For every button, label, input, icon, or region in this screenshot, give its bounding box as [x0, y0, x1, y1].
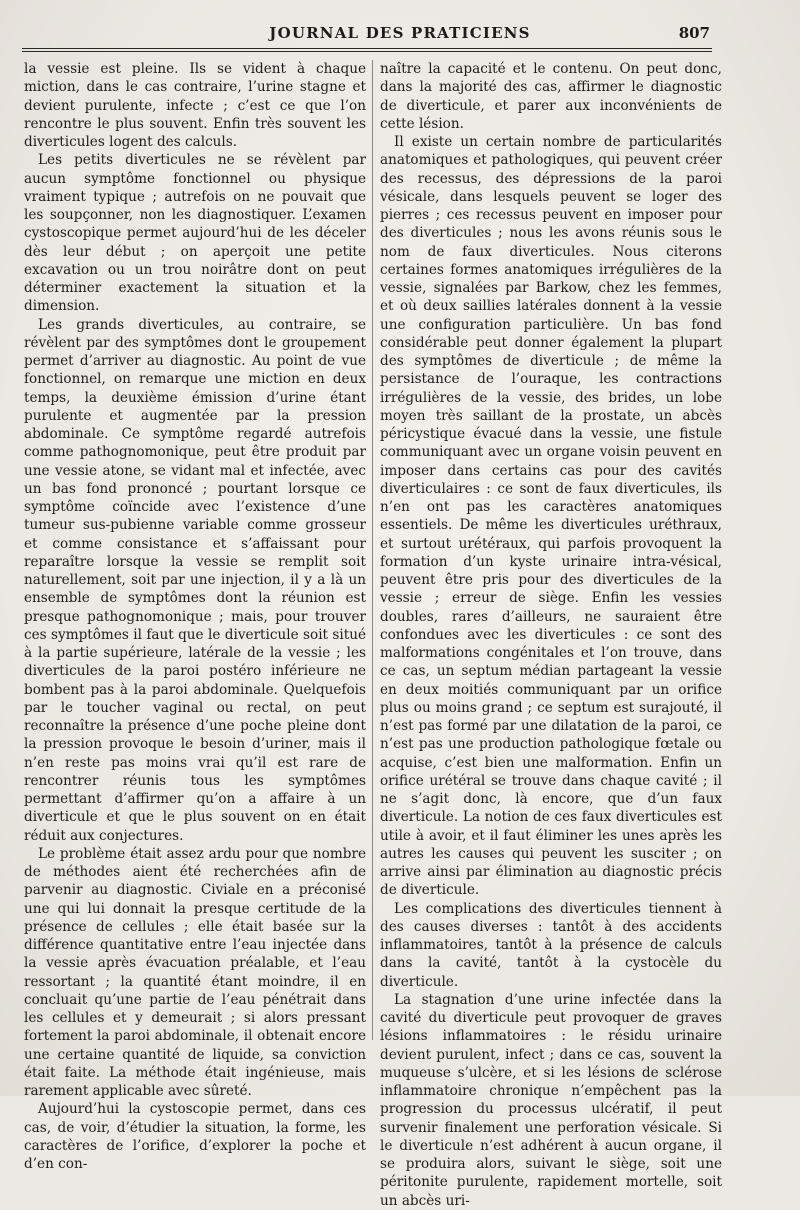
header-rule-thin [22, 51, 712, 52]
paragraph: Le problème était assez ardu pour que nombre de méthodes aient été recherchées afin de parvenir au diagnostic. Civiale en a préconisé une qui lui donnait la presque certitude de la présence de cellules ; elle était basée sur la différence quantitative entre l’eau injectée dans la vessie après évacuation préalable, et l’eau ressortant ; la quantité étant moindre, il en concluait qu’une partie de l’eau pénétrait dans les cellules et y demeurait ; si alors pressant fortement la paroi abdominale, il obtenait encore une certaine quantité de liquide, sa conviction était faite. La méthode était ingénieuse, mais rarement applicable avec sûreté. [24, 845, 366, 1099]
paragraph: Les grands diverticules, au contraire, se révèlent par des symptômes dont le groupement permet d’arriver au diagnostic. Au point de vue fonctionnel, on remarque une miction en deux temps, la deuxième émission d’urine étant purulente et augmentée par la pression abdominale. Ce symptôme regardé autrefois comme pathognomonique, peut être produit par une vessie atone, se vidant mal et infectée, avec un bas fond prononcé ; pourtant lorsque ce symptôme coïncide avec l’existence d’une tumeur sus-pubienne variable comme grosseur et comme consistance et s’affaissant pour reparaître lorsque la vessie se remplit soit naturellement, soit par une injection, il y a là un ensemble de symptômes dont la réunion est presque pathognomonique ; mais, pour trouver ces symptômes il faut que le diverticule soit situé à la partie supérieure, latérale de la vessie ; les diverticules de la paroi postéro inférieure ne bombent pas à la paroi abdominale. Quelquefois par le toucher vaginal ou rectal, on peut reconnaître la présence d’une poche pleine dont la pression provoque le besoin d’uriner, mais il n’en reste pas moins vrai qu’il est rare de rencontrer réunis tous les symptômes permettant d’affirmer qu’on a affaire à un diverticule et que le plus souvent on en était réduit aux conjectures. [24, 316, 366, 844]
page-number: 807 [678, 24, 710, 42]
header-rule [22, 48, 712, 49]
paragraph: la vessie est pleine. Ils se vident à chaque miction, dans le cas contraire, l’urine stagne et devient purulente, infecte ; c’est ce que l’on rencontre le plus souvent. Enfin très souvent les diverticules logent des calculs. [24, 61, 366, 150]
paragraph: Les petits diverticules ne se révèlent par aucun symptôme fonctionnel ou physique vraiment typique ; autrefois on ne pouvait que les soupçonner, non les diagnostiquer. L’examen cystoscopique permet aujourd’hui de les déceler dès leur début ; on aperçoit une petite excavation ou un trou noirâtre dont on peut déterminer exactement la situation et la dimension. [24, 152, 366, 315]
paragraph: Aujourd’hui la cystoscopie permet, dans ces cas, de voir, d’étudier la situation, la forme, les caractères de l’orifice, d’explorer la poche et d’en con- [24, 1101, 366, 1172]
paragraph: Les complications des diverticules tiennent à des causes diverses : tantôt à des accidents inflammatoires, tantôt à la présence de calculs dans la cavité, tantôt à la cystocèle du diverticule. [380, 900, 722, 990]
right-column [380, 60, 722, 1210]
paragraph: naître la capacité et le contenu. On peut donc, dans la majorité des cas, affirmer le diagnostic de diverticule, et parer aux inconvénients de cette lésion. [380, 61, 722, 132]
journal-title: JOURNAL DES PRATICIENS [269, 24, 531, 42]
running-header [22, 20, 778, 50]
left-column [24, 60, 366, 1173]
paragraph: La stagnation d’une urine infectée dans la cavité du diverticule peut provoquer de graves lésions inflammatoires : le résidu urinaire devient purulent, infect ; dans ce cas, souvent la muqueuse s’ulcère, et si les lésions de sclérose inflammatoire chronique n’empêchent pas la progression du processus ulcératif, il peut survenir finalement une perforation vésicale. Si le diverticule n’est adhérent à aucun organe, il se produira alors, suivant le siège, soit une péritonite purulente, rapidement mortelle, soit un abcès uri- [380, 991, 722, 1209]
column-divider [372, 60, 373, 1040]
paragraph: Il existe un certain nombre de particularités anatomiques et pathologiques, qui peuvent créer des recessus, des dépressions de la paroi vésicale, dans lesquels peuvent se loger des pierres ; ces recessus peuvent en imposer pour des diverticules ; nous les avons réunis sous le nom de faux diverticules. Nous citerons certaines formes anatomiques irrégulières de la vessie, signalées par Barkow, chez les femmes, et où deux saillies latérales donnent à la vessie une configuration particulière. Un bas fond considérable peut donner également la plupart des symptômes de diverticule ; de même la persistance de l’ouraque, les contractions irrégulières de la vessie, des brides, un lobe moyen très saillant de la prostate, un abcès péricystique évacué dans la vessie, une fistule communiquant avec un organe voisin peuvent en imposer dans certains cas pour des cavités diverticulaires : ce sont de faux diverticules, ils n’en ont pas les caractères anatomiques essentiels. De même les diverticules uréthraux, et surtout urétéraux, qui parfois provoquent la formation d’un kyste urinaire intra-vésical, peuvent être pris pour des diverticules de la vessie ; erreur de siège. Enfin les vessies doubles, rares d’ailleurs, ne sauraient être confondues avec les diverticules : ce sont des malformations congénitales et l’on trouve, dans ce cas, un septum médian partageant la vessie en deux moitiés communiquant par un orifice plus ou moins grand ; ce septum est surajouté, il n’est pas formé par une dilatation de la paroi, ce n’est pas une production pathologique fœtale ou acquise, c’est bien une malformation. Enfin un orifice urétéral se trouve dans chaque cavité ; il ne s’agit donc, là encore, que d’un faux diverticule. La notion de ces faux diverticules est utile à avoir, et il faut éliminer les unes après les autres les causes qui peuvent les susciter ; on arrive ainsi par élimination au diagnostic précis de diverticule. [380, 134, 722, 899]
